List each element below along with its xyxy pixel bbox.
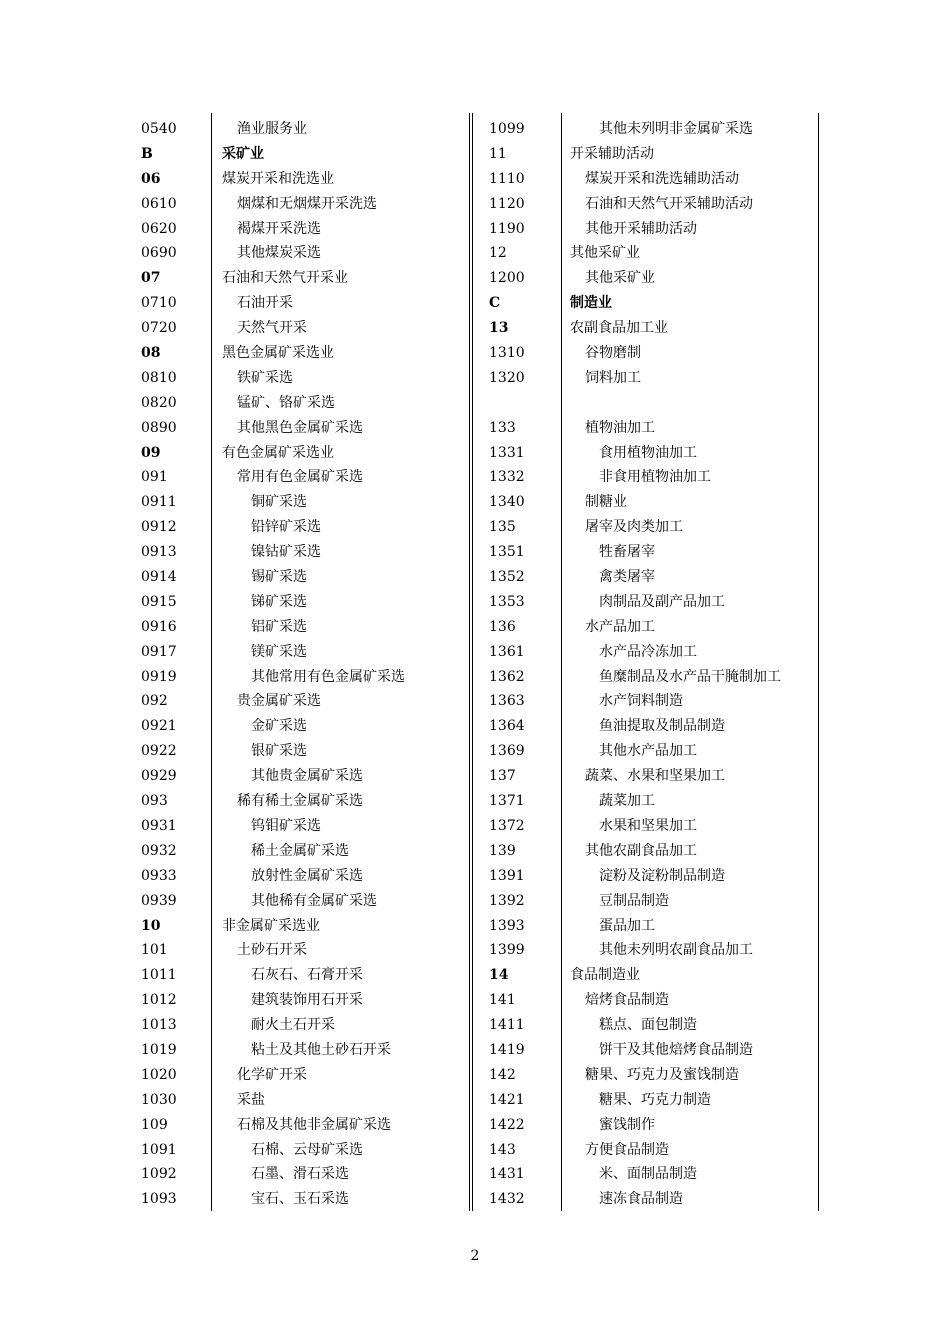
table-row xyxy=(138,490,471,515)
industry-name: 禽类屠宰 xyxy=(599,569,655,586)
industry-name: 锑矿采选 xyxy=(251,593,307,610)
industry-name: 其他未列明农副食品加工 xyxy=(599,942,753,959)
table-row xyxy=(138,789,471,814)
industry-name: 蔬菜加工 xyxy=(599,793,655,810)
industry-name: 渔业服务业 xyxy=(237,121,307,137)
industry-name: 蜜饯制作 xyxy=(599,1116,655,1133)
table-row xyxy=(138,764,471,789)
industry-code: 0540 xyxy=(141,121,177,137)
table-row xyxy=(486,565,820,590)
table-row xyxy=(138,864,471,889)
industry-code: 1411 xyxy=(489,1017,525,1034)
industry-name: 其他黑色金属矿采选 xyxy=(237,419,363,436)
industry-code: 08 xyxy=(141,345,161,362)
industry-name: 其他稀有金属矿采选 xyxy=(251,892,377,909)
industry-code: 0810 xyxy=(141,369,177,386)
table-row xyxy=(486,615,820,640)
industry-name: 稀有稀土金属矿采选 xyxy=(237,793,363,810)
industry-code: 1431 xyxy=(489,1166,525,1183)
industry-name: 牲畜屠宰 xyxy=(599,544,655,561)
industry-code: 1352 xyxy=(489,569,525,586)
industry-code: 10 xyxy=(141,917,161,934)
industry-code: 1372 xyxy=(489,817,525,834)
industry-name: 石灰石、石膏开采 xyxy=(251,967,363,984)
industry-code: 1012 xyxy=(141,992,177,1009)
industry-name: 锡矿采选 xyxy=(251,569,307,586)
industry-code: 06 xyxy=(141,170,161,187)
industry-name: 饲料加工 xyxy=(585,369,641,386)
industry-code: 092 xyxy=(141,693,168,710)
table-row xyxy=(486,640,820,665)
industry-code: 07 xyxy=(141,270,161,287)
table-row xyxy=(138,217,471,242)
table-row xyxy=(138,291,471,316)
industry-code: 1432 xyxy=(489,1191,525,1208)
industry-name: 煤炭开采和洗选辅助活动 xyxy=(585,170,739,187)
industry-name: 石墨、滑石采选 xyxy=(251,1166,349,1183)
industry-name: 建筑装饰用石开采 xyxy=(251,992,363,1009)
industry-code: 1392 xyxy=(489,892,525,909)
industry-code: 1361 xyxy=(489,643,525,660)
industry-name: 其他贵金属矿采选 xyxy=(251,768,363,785)
table-row xyxy=(486,590,820,615)
table-row xyxy=(486,167,820,192)
industry-name: 糕点、面包制造 xyxy=(599,1017,697,1034)
industry-code: 0922 xyxy=(141,743,177,760)
table-row xyxy=(486,739,820,764)
industry-name: 速冻食品制造 xyxy=(599,1191,683,1208)
industry-code: 1091 xyxy=(141,1141,177,1158)
industry-name: 土砂石开采 xyxy=(237,942,307,959)
industry-name: 鱼糜制品及水产品干腌制加工 xyxy=(599,668,781,685)
industry-code: 1353 xyxy=(489,593,525,610)
industry-code: 0921 xyxy=(141,718,177,735)
industry-code: 133 xyxy=(489,419,516,436)
industry-code: 1421 xyxy=(489,1091,525,1108)
table-row xyxy=(486,963,820,988)
table-row xyxy=(486,1162,820,1187)
table-row xyxy=(486,465,820,490)
table-row xyxy=(138,192,471,217)
table-row xyxy=(486,142,820,167)
industry-code: 142 xyxy=(489,1066,516,1083)
industry-code: 091 xyxy=(141,469,168,486)
table-row xyxy=(486,266,820,291)
industry-code: 1399 xyxy=(489,942,525,959)
industry-code: 1391 xyxy=(489,867,525,884)
industry-name: 石油和天然气开采业 xyxy=(222,270,348,287)
table-row xyxy=(138,117,471,142)
industry-name: 镁矿采选 xyxy=(251,643,307,660)
industry-code: B xyxy=(141,145,153,162)
right-classification-list xyxy=(486,117,820,1212)
table-row xyxy=(138,465,471,490)
industry-code: 1020 xyxy=(141,1066,177,1083)
industry-name: 肉制品及副产品加工 xyxy=(599,593,725,610)
industry-name: 非食用植物油加工 xyxy=(599,469,711,486)
table-row xyxy=(486,938,820,963)
table-row xyxy=(138,1063,471,1088)
industry-code: 0610 xyxy=(141,195,177,212)
table-row xyxy=(486,366,820,391)
industry-name: 谷物磨制 xyxy=(585,345,641,362)
industry-name: 制造业 xyxy=(570,295,612,312)
center-double-line-b xyxy=(472,113,473,1211)
table-row xyxy=(138,391,471,416)
industry-name: 鱼油提取及制品制造 xyxy=(599,718,725,735)
table-row xyxy=(138,714,471,739)
table-row xyxy=(138,142,471,167)
industry-name: 化学矿开采 xyxy=(237,1066,307,1083)
industry-name: 煤炭开采和洗选业 xyxy=(222,170,334,187)
industry-name: 石油和天然气开采辅助活动 xyxy=(585,195,753,212)
industry-name: 钨钼矿采选 xyxy=(251,817,321,834)
industry-code: 093 xyxy=(141,793,168,810)
table-row xyxy=(486,192,820,217)
table-row xyxy=(486,1138,820,1163)
industry-code: 139 xyxy=(489,842,516,859)
table-row xyxy=(486,814,820,839)
table-row xyxy=(138,1187,471,1212)
industry-name: 其他未列明非金属矿采选 xyxy=(599,121,753,137)
table-row xyxy=(486,515,820,540)
industry-code: 1092 xyxy=(141,1166,177,1183)
industry-name: 铁矿采选 xyxy=(237,369,293,386)
industry-name: 宝石、玉石采选 xyxy=(251,1191,349,1208)
industry-name: 天然气开采 xyxy=(237,320,307,337)
industry-code: 1200 xyxy=(489,270,525,287)
table-row xyxy=(486,117,820,142)
industry-code: 0720 xyxy=(141,320,177,337)
table-row xyxy=(486,1038,820,1063)
table-row xyxy=(138,615,471,640)
industry-name: 其他采矿业 xyxy=(585,270,655,287)
industry-code: 1371 xyxy=(489,793,525,810)
table-row xyxy=(486,540,820,565)
industry-name: 焙烤食品制造 xyxy=(585,992,669,1009)
industry-name: 耐火土石开采 xyxy=(251,1017,335,1034)
industry-name: 农副食品加工业 xyxy=(570,320,668,337)
table-row xyxy=(138,914,471,939)
industry-code: 0932 xyxy=(141,842,177,859)
industry-code: 1011 xyxy=(141,967,177,984)
industry-code: 1110 xyxy=(489,170,525,187)
industry-name: 褐煤开采洗选 xyxy=(237,220,321,237)
industry-name: 制糖业 xyxy=(585,494,627,511)
industry-code: 0931 xyxy=(141,817,177,834)
industry-name: 糖果、巧克力制造 xyxy=(599,1091,711,1108)
industry-name: 镍钴矿采选 xyxy=(251,544,321,561)
industry-name: 金矿采选 xyxy=(251,718,307,735)
industry-code: 0890 xyxy=(141,419,177,436)
industry-name: 植物油加工 xyxy=(585,419,655,436)
industry-code: 136 xyxy=(489,618,516,635)
industry-code: 1331 xyxy=(489,444,525,461)
industry-name: 其他水产品加工 xyxy=(599,743,697,760)
table-row xyxy=(138,988,471,1013)
table-row xyxy=(138,689,471,714)
industry-code: 1019 xyxy=(141,1041,177,1058)
industry-code: 101 xyxy=(141,942,168,959)
table-row xyxy=(486,1187,820,1212)
industry-code: 14 xyxy=(489,967,509,984)
industry-code: 1120 xyxy=(489,195,525,212)
industry-name: 铅锌矿采选 xyxy=(251,519,321,536)
industry-name: 采盐 xyxy=(237,1091,265,1108)
table-row xyxy=(486,1088,820,1113)
industry-name: 米、面制品制造 xyxy=(599,1166,697,1183)
industry-name: 食用植物油加工 xyxy=(599,444,697,461)
industry-name: 糖果、巧克力及蜜饯制造 xyxy=(585,1066,739,1083)
table-row xyxy=(486,341,820,366)
table-row xyxy=(486,839,820,864)
industry-name: 其他开采辅助活动 xyxy=(585,220,697,237)
industry-code: 1320 xyxy=(489,369,525,386)
industry-code: 0820 xyxy=(141,394,177,411)
table-row xyxy=(138,441,471,466)
industry-code: 0620 xyxy=(141,220,177,237)
table-row xyxy=(486,988,820,1013)
industry-code: 0933 xyxy=(141,867,177,884)
industry-code: 1310 xyxy=(489,345,525,362)
industry-code: 0917 xyxy=(141,643,177,660)
industry-code: 0912 xyxy=(141,519,177,536)
table-row xyxy=(486,490,820,515)
industry-code: 0913 xyxy=(141,544,177,561)
industry-code: 1362 xyxy=(489,668,525,685)
industry-name: 银矿采选 xyxy=(251,743,307,760)
industry-name: 蔬菜、水果和坚果加工 xyxy=(585,768,725,785)
table-row xyxy=(138,839,471,864)
industry-name: 蛋品加工 xyxy=(599,917,655,934)
left-classification-list xyxy=(138,117,471,1212)
industry-name: 铜矿采选 xyxy=(251,494,307,511)
industry-name: 稀土金属矿采选 xyxy=(251,842,349,859)
table-row xyxy=(486,241,820,266)
industry-code: 0914 xyxy=(141,569,177,586)
industry-code: C xyxy=(489,295,501,312)
industry-code: 13 xyxy=(489,320,509,337)
industry-code: 0939 xyxy=(141,892,177,909)
table-row xyxy=(486,217,820,242)
table-row xyxy=(486,291,820,316)
industry-name: 有色金属矿采选业 xyxy=(222,444,334,461)
industry-name: 水产品加工 xyxy=(585,618,655,635)
industry-name: 方便食品制造 xyxy=(585,1141,669,1158)
industry-name: 贵金属矿采选 xyxy=(237,693,321,710)
industry-name: 粘土及其他土砂石开采 xyxy=(251,1041,391,1058)
industry-code: 0919 xyxy=(141,668,177,685)
table-row xyxy=(138,316,471,341)
industry-name: 饼干及其他焙烤食品制造 xyxy=(599,1041,753,1058)
table-row xyxy=(486,665,820,690)
table-row xyxy=(138,1013,471,1038)
industry-code: 1369 xyxy=(489,743,525,760)
industry-code: 143 xyxy=(489,1141,516,1158)
table-row xyxy=(486,914,820,939)
table-row xyxy=(138,889,471,914)
industry-code: 12 xyxy=(489,245,507,262)
industry-code: 1190 xyxy=(489,220,525,237)
industry-code: 0915 xyxy=(141,593,177,610)
industry-code: 137 xyxy=(489,768,516,785)
industry-code: 0690 xyxy=(141,245,177,262)
table-row xyxy=(138,640,471,665)
industry-code: 0929 xyxy=(141,768,177,785)
industry-code: 1332 xyxy=(489,469,525,486)
industry-name: 采矿业 xyxy=(222,145,264,162)
industry-name: 石棉、云母矿采选 xyxy=(251,1141,363,1158)
table-row xyxy=(486,441,820,466)
table-row xyxy=(486,864,820,889)
table-row xyxy=(138,1162,471,1187)
table-row xyxy=(138,266,471,291)
industry-code: 1099 xyxy=(489,121,525,137)
table-row xyxy=(138,1113,471,1138)
industry-name: 水产饲料制造 xyxy=(599,693,683,710)
table-row xyxy=(486,1113,820,1138)
table-row xyxy=(138,366,471,391)
table-row xyxy=(486,889,820,914)
industry-code: 141 xyxy=(489,992,516,1009)
table-row xyxy=(138,1038,471,1063)
industry-code: 1013 xyxy=(141,1017,177,1034)
table-row xyxy=(138,963,471,988)
industry-code: 0916 xyxy=(141,618,177,635)
table-row xyxy=(138,590,471,615)
industry-name: 其他常用有色金属矿采选 xyxy=(251,668,405,685)
industry-name: 淀粉及淀粉制品制造 xyxy=(599,867,725,884)
table-row xyxy=(138,1138,471,1163)
industry-name: 铝矿采选 xyxy=(251,618,307,635)
industry-code: 1351 xyxy=(489,544,525,561)
table-row xyxy=(138,167,471,192)
industry-code: 135 xyxy=(489,519,516,536)
table-row xyxy=(138,739,471,764)
industry-name: 石棉及其他非金属矿采选 xyxy=(237,1116,391,1133)
industry-code: 1422 xyxy=(489,1116,525,1133)
industry-name: 锰矿、铬矿采选 xyxy=(237,394,335,411)
table-row xyxy=(486,689,820,714)
industry-name: 屠宰及肉类加工 xyxy=(585,519,683,536)
industry-code: 1419 xyxy=(489,1041,525,1058)
industry-code: 1363 xyxy=(489,693,525,710)
industry-code: 1030 xyxy=(141,1091,177,1108)
table-row xyxy=(138,241,471,266)
table-row xyxy=(486,789,820,814)
industry-code: 1340 xyxy=(489,494,525,511)
table-row xyxy=(138,540,471,565)
table-row xyxy=(486,391,820,416)
industry-code: 109 xyxy=(141,1116,168,1133)
table-row xyxy=(138,938,471,963)
industry-name: 水产品冷冻加工 xyxy=(599,643,697,660)
industry-name: 开采辅助活动 xyxy=(570,145,654,162)
industry-name: 黑色金属矿采选业 xyxy=(222,345,334,362)
industry-name: 常用有色金属矿采选 xyxy=(237,469,363,486)
industry-name: 非金属矿采选业 xyxy=(222,917,320,934)
industry-name: 食品制造业 xyxy=(570,967,640,984)
industry-name: 其他煤炭采选 xyxy=(237,245,321,262)
industry-name: 其他采矿业 xyxy=(570,245,640,262)
industry-code: 1393 xyxy=(489,917,525,934)
table-row xyxy=(138,416,471,441)
industry-code: 0710 xyxy=(141,295,177,312)
industry-code: 1364 xyxy=(489,718,525,735)
industry-name: 其他农副食品加工 xyxy=(585,842,697,859)
table-row xyxy=(486,316,820,341)
industry-code: 0911 xyxy=(141,494,177,511)
table-row xyxy=(486,1063,820,1088)
industry-code: 09 xyxy=(141,444,161,461)
table-row xyxy=(486,714,820,739)
table-row xyxy=(138,565,471,590)
industry-name: 放射性金属矿采选 xyxy=(251,867,363,884)
page-number: 2 xyxy=(470,1248,480,1264)
table-row xyxy=(138,665,471,690)
table-row xyxy=(486,416,820,441)
table-row xyxy=(138,814,471,839)
industry-code: 11 xyxy=(489,145,507,162)
table-row xyxy=(138,341,471,366)
industry-name: 豆制品制造 xyxy=(599,892,669,909)
table-row xyxy=(486,764,820,789)
table-row xyxy=(138,1088,471,1113)
industry-name: 水果和坚果加工 xyxy=(599,817,697,834)
industry-code: 1093 xyxy=(141,1191,177,1208)
industry-name: 石油开采 xyxy=(237,295,293,312)
industry-name: 烟煤和无烟煤开采洗选 xyxy=(237,195,377,212)
table-row xyxy=(138,515,471,540)
table-row xyxy=(486,1013,820,1038)
